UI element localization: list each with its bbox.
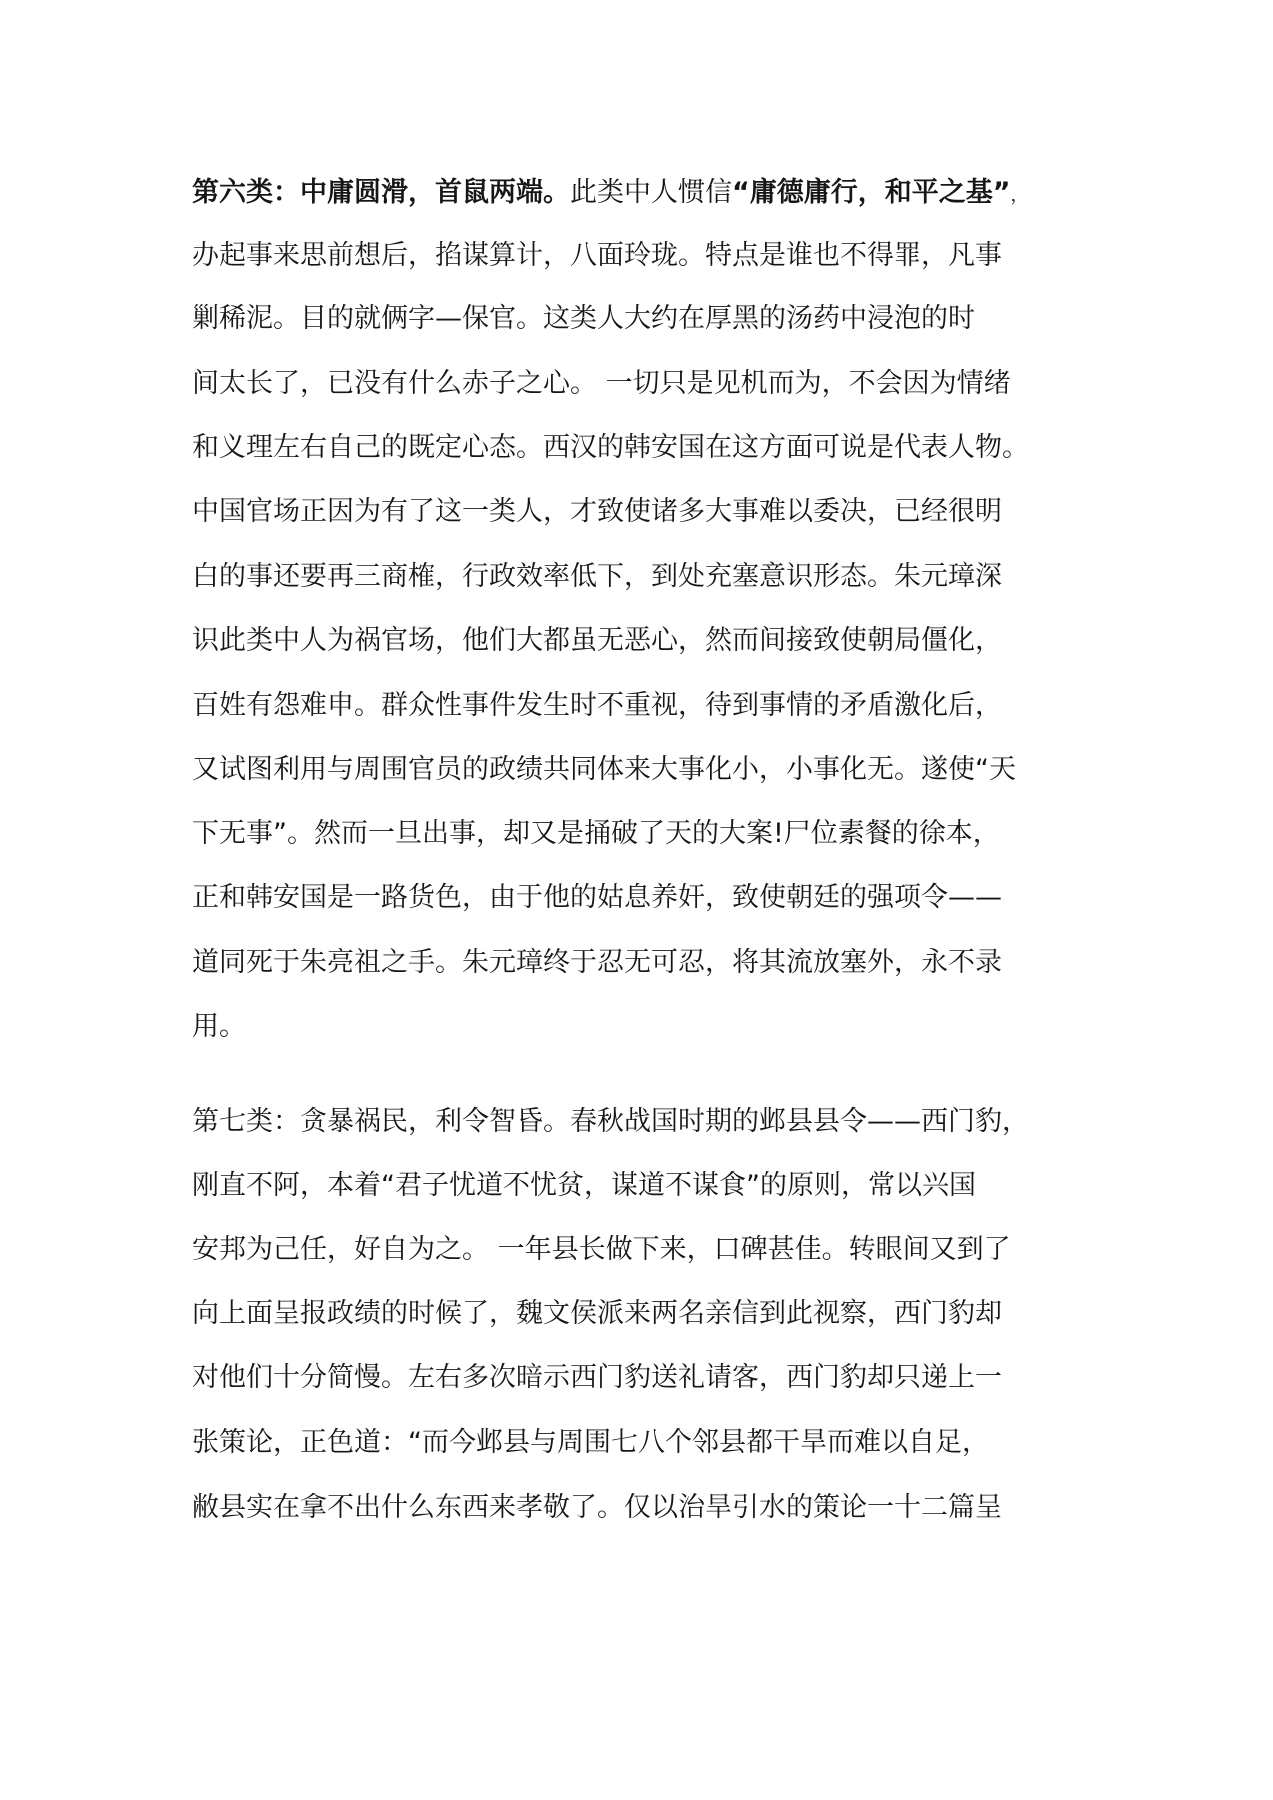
paragraph-line: 刚直不阿，本着“君子忧道不忧贫，谋道不谋食”的原则，常以兴国: [192, 1170, 976, 1201]
paragraph-line: 用。: [192, 1011, 246, 1042]
paragraph-line: 识此类中人为祸官场，他们大都虽无恶心，然而间接致使朝局僵化，: [192, 625, 1002, 656]
paragraph-line: 又试图利用与周围官员的政绩共同体来大事化小，小事化无。遂使“天: [192, 754, 1016, 785]
paragraph-line: 百姓有怨难申。群众性事件发生时不重视，待到事情的矛盾激化后，: [192, 690, 1002, 721]
section6-lead-text: 此类中人惯信: [570, 177, 732, 208]
section6-heading: 第六类：中庸圆滑，首鼠两端。: [192, 177, 570, 208]
paragraph-line: 中国官场正因为有了这一类人，才致使诸多大事难以委决，已经很明: [192, 496, 1002, 527]
section6-comma: ，: [1010, 185, 1029, 206]
paragraph-line: 正和韩安国是一路货色，由于他的姑息养奸，致使朝廷的强项令——: [192, 882, 1002, 913]
section6-quote: “庸德庸行，和平之基”: [732, 177, 1011, 208]
paragraph-line: 向上面呈报政绩的时候了，魏文侯派来两名亲信到此视察，西门豹却: [192, 1298, 1002, 1329]
section6-first-line: [192, 179, 1029, 206]
paragraph-line: 办起事来思前想后，掐谋算计，八面玲珑。特点是谁也不得罪，凡事: [192, 240, 1002, 271]
paragraph-line: 剿稀泥。目的就俩字—保官。这类人大约在厚黑的汤药中浸泡的时: [192, 303, 975, 334]
paragraph-line: 对他们十分简慢。左右多次暗示西门豹送礼请客，西门豹却只递上一: [192, 1362, 1002, 1393]
paragraph-line: 安邦为己任，好自为之。 一年县长做下来，口碑甚佳。转眼间又到了: [192, 1234, 1011, 1265]
paragraph-line: 敝县实在拿不出什么东西来孝敬了。仅以治旱引水的策论一十二篇呈: [192, 1492, 1002, 1523]
paragraph-line: 间太长了，已没有什么赤子之心。 一切只是见机而为，不会因为情绪: [192, 368, 1011, 399]
paragraph-line: 张策论，正色道：“而今邺县与周围七八个邻县都干旱而难以自足，: [192, 1427, 989, 1458]
paragraph-line: 和义理左右自己的既定心态。西汉的韩安国在这方面可说是代表人物。: [192, 432, 1029, 463]
paragraph-line: 白的事还要再三商榷，行政效率低下，到处充塞意识形态。朱元璋深: [192, 561, 1002, 592]
paragraph-line: 道同死于朱亮祖之手。朱元璋终于忍无可忍，将其流放塞外，永不录: [192, 947, 1002, 978]
paragraph-line: 下无事”。然而一旦出事，却又是捅破了天的大案!尸位素餐的徐本，: [192, 818, 1000, 849]
paragraph-line: 第七类：贪暴祸民，利令智昏。春秋战国时期的邺县县令——西门豹，: [192, 1106, 1029, 1137]
